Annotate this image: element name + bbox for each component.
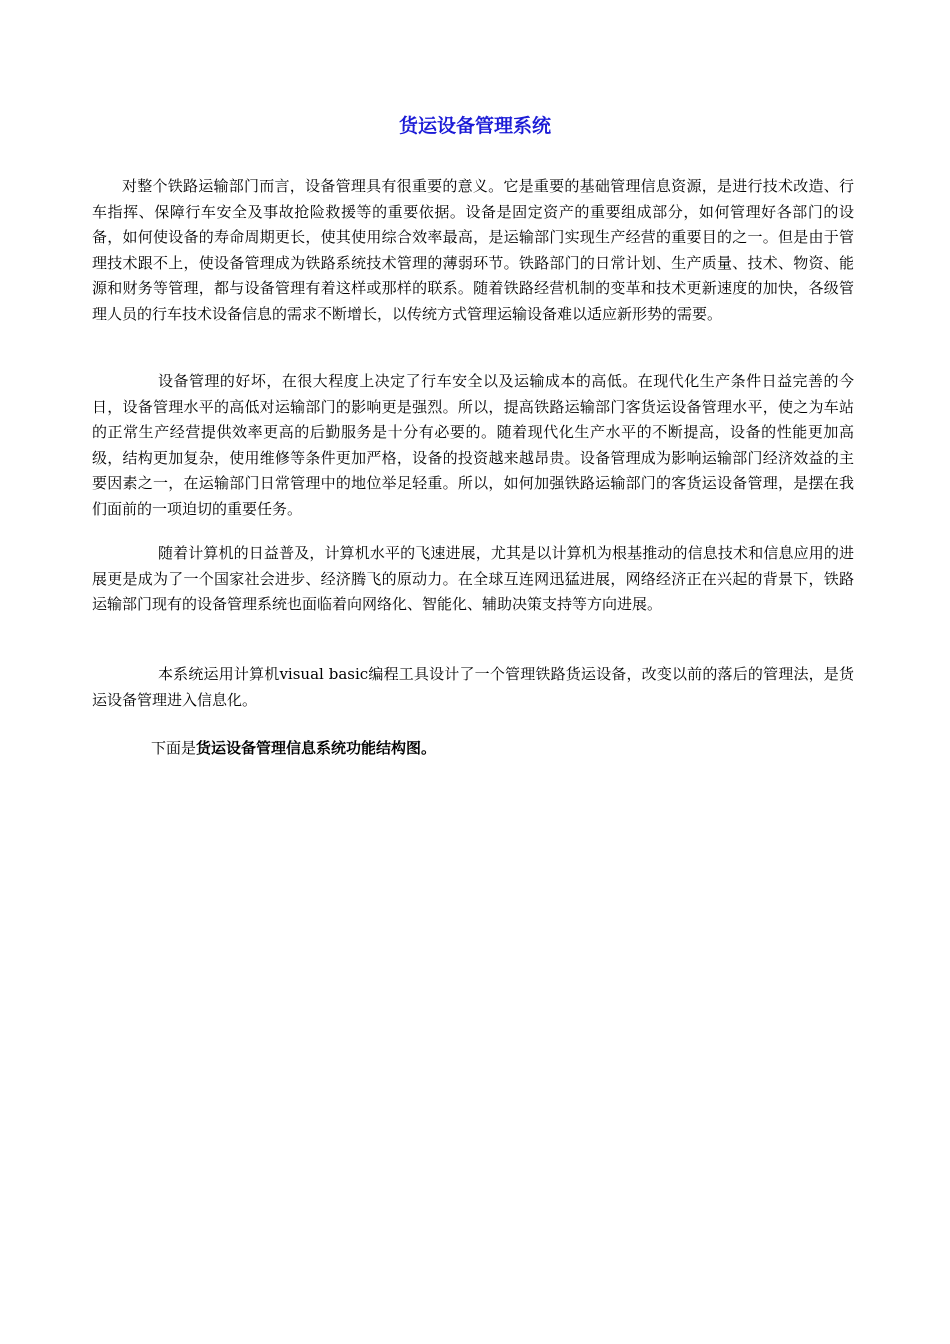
closing-prefix: 下面是 [151,739,197,757]
paragraph-1: 对整个铁路运输部门而言，设备管理具有很重要的意义。它是重要的基础管理信息资源，是进行技术改造、行车指挥、保障行车安全及事故抢险救援等的重要依据。设备是固定资产的重要组成部分，如何管理好各部门的设备，如何使设备的寿命周期更长，使其使用综合效率最高，是运输部门实现生产经营的重要目的之一。但是由于管理技术跟不上，使设备管理成为铁路系统技术管理的薄弱环节。铁路部门的日常计划、生产质量、技术、物资、能源和财务等管理，都与设备管理有着这样或那样的联系。随着铁路经营机制的变革和技术更新速度的加快，各级管理人员的行车技术设备信息的需求不断增长，以传统方式管理运输设备难以适应新形势的需要。 [92,177,854,323]
closing-paragraph [151,736,436,762]
paragraph-2: 设备管理的好坏，在很大程度上决定了行车安全以及运输成本的高低。在现代化生产条件日益完善的今日，设备管理水平的高低对运输部门的影响更是强烈。所以，提高铁路运输部门客货运设备管理水平，使之为车站的正常生产经营提供效率更高的后勤服务是十分有必要的。随着现代化生产水平的不断提高，设备的性能更加高级，结构更加复杂，使用维修等条件更加严格，设备的投资越来越昂贵。设备管理成为影响运输部门经济效益的主要因素之一，在运输部门日常管理中的地位举足轻重。所以，如何加强铁路运输部门的客货运设备管理，是摆在我们面前的一项迫切的重要任务。 [92,372,854,518]
paragraph-3: 随着计算机的日益普及，计算机水平的飞速进展，尤其是以计算机为根基推动的信息技术和信息应用的进展更是成为了一个国家社会进步、经济腾飞的原动力。在全球互连网迅猛进展，网络经济正在兴起的背景下，铁路运输部门现有的设备管理系统也面临着向网络化、智能化、辅助决策支持等方向进展。 [92,544,854,613]
document-title: 货运设备管理系统 [398,115,551,137]
paragraph-4: 本系统运用计算机visual basic编程工具设计了一个管理铁路货运设备，改变以前的落后的管理法，是货运设备管理进入信息化。 [92,665,854,709]
closing-bold-text: 货运设备管理信息系统功能结构图。 [196,739,437,757]
